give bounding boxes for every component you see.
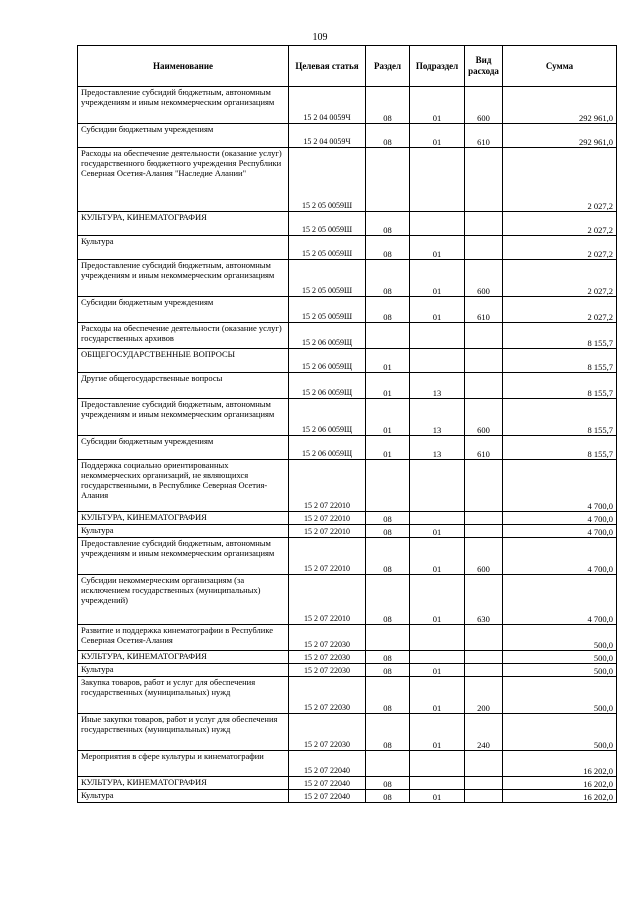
- row-expense-type: 610: [465, 297, 503, 323]
- row-section: [366, 460, 410, 512]
- row-section: [366, 751, 410, 777]
- row-sum: 2 027,2: [503, 297, 617, 323]
- table-row: [78, 236, 617, 260]
- table-row: [78, 460, 617, 512]
- row-target-code: 15 2 07 22040: [289, 751, 366, 777]
- row-expense-type: 600: [465, 260, 503, 297]
- row-name: КУЛЬТУРА, КИНЕМАТОГРАФИЯ: [78, 512, 289, 525]
- row-sum: 8 155,7: [503, 349, 617, 373]
- row-section: 08: [366, 677, 410, 714]
- row-section: 08: [366, 777, 410, 790]
- row-section: [366, 625, 410, 651]
- row-name: КУЛЬТУРА, КИНЕМАТОГРАФИЯ: [78, 651, 289, 664]
- row-section: 08: [366, 87, 410, 124]
- row-subsection: 13: [410, 373, 465, 399]
- row-name: Мероприятия в сфере культуры и кинематографии: [78, 751, 289, 777]
- table-row: [78, 373, 617, 399]
- header-target: Целевая статья: [289, 46, 366, 87]
- row-target-code: 15 2 05 0059Ш: [289, 260, 366, 297]
- row-target-code: 15 2 07 22030: [289, 625, 366, 651]
- row-section: 08: [366, 212, 410, 236]
- row-section: 08: [366, 512, 410, 525]
- row-section: 08: [366, 664, 410, 677]
- row-subsection: 01: [410, 297, 465, 323]
- row-target-code: 15 2 04 0059Ч: [289, 87, 366, 124]
- row-expense-type: [465, 148, 503, 212]
- row-subsection: [410, 212, 465, 236]
- row-subsection: 01: [410, 575, 465, 625]
- row-expense-type: 610: [465, 124, 503, 148]
- row-name: Расходы на обеспечение деятельности (оказание услуг) государственного бюджетного учреждения Республики Северная Осетия-Алания "Наследие Алании": [78, 148, 289, 212]
- table-row: [78, 212, 617, 236]
- row-subsection: 01: [410, 124, 465, 148]
- row-target-code: 15 2 04 0059Ч: [289, 124, 366, 148]
- table-row: [78, 664, 617, 677]
- row-subsection: 01: [410, 525, 465, 538]
- row-subsection: 01: [410, 790, 465, 803]
- row-sum: 8 155,7: [503, 399, 617, 436]
- row-subsection: 01: [410, 538, 465, 575]
- row-sum: 500,0: [503, 651, 617, 664]
- row-target-code: 15 2 07 22010: [289, 575, 366, 625]
- row-section: 01: [366, 399, 410, 436]
- table-row: [78, 260, 617, 297]
- row-target-code: 15 2 06 0059Щ: [289, 399, 366, 436]
- row-subsection: [410, 148, 465, 212]
- row-sum: 500,0: [503, 664, 617, 677]
- row-name: Культура: [78, 236, 289, 260]
- row-sum: 8 155,7: [503, 323, 617, 349]
- header-name: Наименование: [78, 46, 289, 87]
- table-row: [78, 714, 617, 751]
- row-name: Субсидии бюджетным учреждениям: [78, 297, 289, 323]
- table-row: [78, 436, 617, 460]
- row-sum: 500,0: [503, 677, 617, 714]
- row-expense-type: 630: [465, 575, 503, 625]
- row-expense-type: 200: [465, 677, 503, 714]
- row-target-code: 15 2 05 0059Ш: [289, 297, 366, 323]
- table-row: [78, 525, 617, 538]
- row-name: Субсидии некоммерческим организациям (за исключением государственных (муниципальных) учреждений): [78, 575, 289, 625]
- row-section: 01: [366, 436, 410, 460]
- row-section: 08: [366, 651, 410, 664]
- row-target-code: 15 2 06 0059Щ: [289, 373, 366, 399]
- row-name: Субсидии бюджетным учреждениям: [78, 436, 289, 460]
- row-section: 08: [366, 297, 410, 323]
- row-name: КУЛЬТУРА, КИНЕМАТОГРАФИЯ: [78, 212, 289, 236]
- row-subsection: [410, 777, 465, 790]
- row-target-code: 15 2 05 0059Ш: [289, 236, 366, 260]
- row-expense-type: 600: [465, 399, 503, 436]
- row-subsection: [410, 751, 465, 777]
- row-target-code: 15 2 07 22010: [289, 512, 366, 525]
- row-section: [366, 148, 410, 212]
- row-sum: 500,0: [503, 625, 617, 651]
- row-name: Поддержка социально ориентированных некоммерческих организаций, не являющихся государственными, в Республике Северная Осетия-Алания: [78, 460, 289, 512]
- table-row: [78, 538, 617, 575]
- row-name: Предоставление субсидий бюджетным, автономным учреждениям и иным некоммерческим организациям: [78, 399, 289, 436]
- row-sum: 2 027,2: [503, 148, 617, 212]
- row-sum: 16 202,0: [503, 751, 617, 777]
- row-section: [366, 323, 410, 349]
- row-target-code: 15 2 06 0059Щ: [289, 323, 366, 349]
- row-sum: 8 155,7: [503, 373, 617, 399]
- row-name: КУЛЬТУРА, КИНЕМАТОГРАФИЯ: [78, 777, 289, 790]
- row-subsection: 13: [410, 399, 465, 436]
- row-section: 08: [366, 538, 410, 575]
- table-row: [78, 124, 617, 148]
- row-sum: 2 027,2: [503, 212, 617, 236]
- row-target-code: 15 2 07 22030: [289, 664, 366, 677]
- table-row: [78, 575, 617, 625]
- row-name: Предоставление субсидий бюджетным, автономным учреждениям и иным некоммерческим организациям: [78, 538, 289, 575]
- row-name: ОБЩЕГОСУДАРСТВЕННЫЕ ВОПРОСЫ: [78, 349, 289, 373]
- row-target-code: 15 2 07 22010: [289, 460, 366, 512]
- page-number: 109: [312, 32, 328, 43]
- row-expense-type: [465, 664, 503, 677]
- row-target-code: 15 2 06 0059Щ: [289, 349, 366, 373]
- table-row: [78, 651, 617, 664]
- row-expense-type: [465, 349, 503, 373]
- row-sum: 4 700,0: [503, 575, 617, 625]
- row-name: Развитие и поддержка кинематографии в Республике Северная Осетия-Алания: [78, 625, 289, 651]
- row-subsection: [410, 625, 465, 651]
- row-section: 08: [366, 525, 410, 538]
- row-expense-type: [465, 460, 503, 512]
- row-expense-type: 600: [465, 538, 503, 575]
- header-expense-type: Вид расхода: [465, 46, 503, 87]
- row-expense-type: [465, 373, 503, 399]
- row-expense-type: [465, 323, 503, 349]
- row-subsection: [410, 349, 465, 373]
- row-sum: 4 700,0: [503, 460, 617, 512]
- row-subsection: 01: [410, 87, 465, 124]
- row-name: Иные закупки товаров, работ и услуг для обеспечения государственных (муниципальных) нужд: [78, 714, 289, 751]
- row-name: Закупка товаров, работ и услуг для обеспечения государственных (муниципальных) нужд: [78, 677, 289, 714]
- row-target-code: 15 2 07 22040: [289, 790, 366, 803]
- row-name: Другие общегосударственные вопросы: [78, 373, 289, 399]
- row-section: 01: [366, 373, 410, 399]
- row-target-code: 15 2 07 22030: [289, 651, 366, 664]
- table-header-row: [78, 46, 617, 87]
- row-subsection: 01: [410, 236, 465, 260]
- table-row: [78, 87, 617, 124]
- row-sum: 16 202,0: [503, 777, 617, 790]
- row-section: 08: [366, 790, 410, 803]
- row-sum: 292 961,0: [503, 124, 617, 148]
- row-expense-type: [465, 790, 503, 803]
- row-target-code: 15 2 07 22010: [289, 538, 366, 575]
- row-subsection: 01: [410, 664, 465, 677]
- table-row: [78, 349, 617, 373]
- row-expense-type: [465, 751, 503, 777]
- table-body: [78, 87, 617, 803]
- row-name: Культура: [78, 525, 289, 538]
- row-subsection: [410, 512, 465, 525]
- row-expense-type: [465, 651, 503, 664]
- header-sum: Сумма: [503, 46, 617, 87]
- row-name: Культура: [78, 790, 289, 803]
- row-expense-type: [465, 525, 503, 538]
- row-expense-type: [465, 212, 503, 236]
- row-section: 08: [366, 124, 410, 148]
- row-name: Субсидии бюджетным учреждениям: [78, 124, 289, 148]
- row-expense-type: 610: [465, 436, 503, 460]
- row-sum: 2 027,2: [503, 236, 617, 260]
- row-sum: 16 202,0: [503, 790, 617, 803]
- table-row: [78, 751, 617, 777]
- row-subsection: 13: [410, 436, 465, 460]
- row-subsection: [410, 323, 465, 349]
- row-expense-type: [465, 236, 503, 260]
- table-row: [78, 625, 617, 651]
- table-row: [78, 297, 617, 323]
- row-target-code: 15 2 07 22040: [289, 777, 366, 790]
- table-row: [78, 790, 617, 803]
- row-name: Культура: [78, 664, 289, 677]
- row-sum: 4 700,0: [503, 512, 617, 525]
- header-subsection: Подраздел: [410, 46, 465, 87]
- row-sum: 4 700,0: [503, 538, 617, 575]
- table-row: [78, 399, 617, 436]
- table-row: [78, 323, 617, 349]
- row-target-code: 15 2 07 22030: [289, 714, 366, 751]
- row-target-code: 15 2 05 0059Ш: [289, 148, 366, 212]
- table-row: [78, 777, 617, 790]
- row-section: 01: [366, 349, 410, 373]
- row-target-code: 15 2 05 0059Ш: [289, 212, 366, 236]
- row-subsection: 01: [410, 260, 465, 297]
- row-target-code: 15 2 07 22030: [289, 677, 366, 714]
- row-sum: 4 700,0: [503, 525, 617, 538]
- row-sum: 8 155,7: [503, 436, 617, 460]
- row-section: 08: [366, 260, 410, 297]
- row-sum: 2 027,2: [503, 260, 617, 297]
- row-subsection: [410, 651, 465, 664]
- row-subsection: 01: [410, 677, 465, 714]
- row-sum: 292 961,0: [503, 87, 617, 124]
- row-name: Предоставление субсидий бюджетным, автономным учреждениям и иным некоммерческим организациям: [78, 87, 289, 124]
- row-target-code: 15 2 07 22010: [289, 525, 366, 538]
- row-expense-type: 600: [465, 87, 503, 124]
- row-section: 08: [366, 575, 410, 625]
- budget-table: [77, 45, 617, 803]
- header-section: Раздел: [366, 46, 410, 87]
- table-row: [78, 148, 617, 212]
- row-name: Расходы на обеспечение деятельности (оказание услуг) государственных архивов: [78, 323, 289, 349]
- row-expense-type: [465, 625, 503, 651]
- row-expense-type: 240: [465, 714, 503, 751]
- row-target-code: 15 2 06 0059Щ: [289, 436, 366, 460]
- row-subsection: 01: [410, 714, 465, 751]
- table-row: [78, 677, 617, 714]
- row-name: Предоставление субсидий бюджетным, автономным учреждениям и иным некоммерческим организациям: [78, 260, 289, 297]
- row-expense-type: [465, 512, 503, 525]
- table-row: [78, 512, 617, 525]
- row-sum: 500,0: [503, 714, 617, 751]
- row-section: 08: [366, 714, 410, 751]
- row-subsection: [410, 460, 465, 512]
- row-expense-type: [465, 777, 503, 790]
- row-section: 08: [366, 236, 410, 260]
